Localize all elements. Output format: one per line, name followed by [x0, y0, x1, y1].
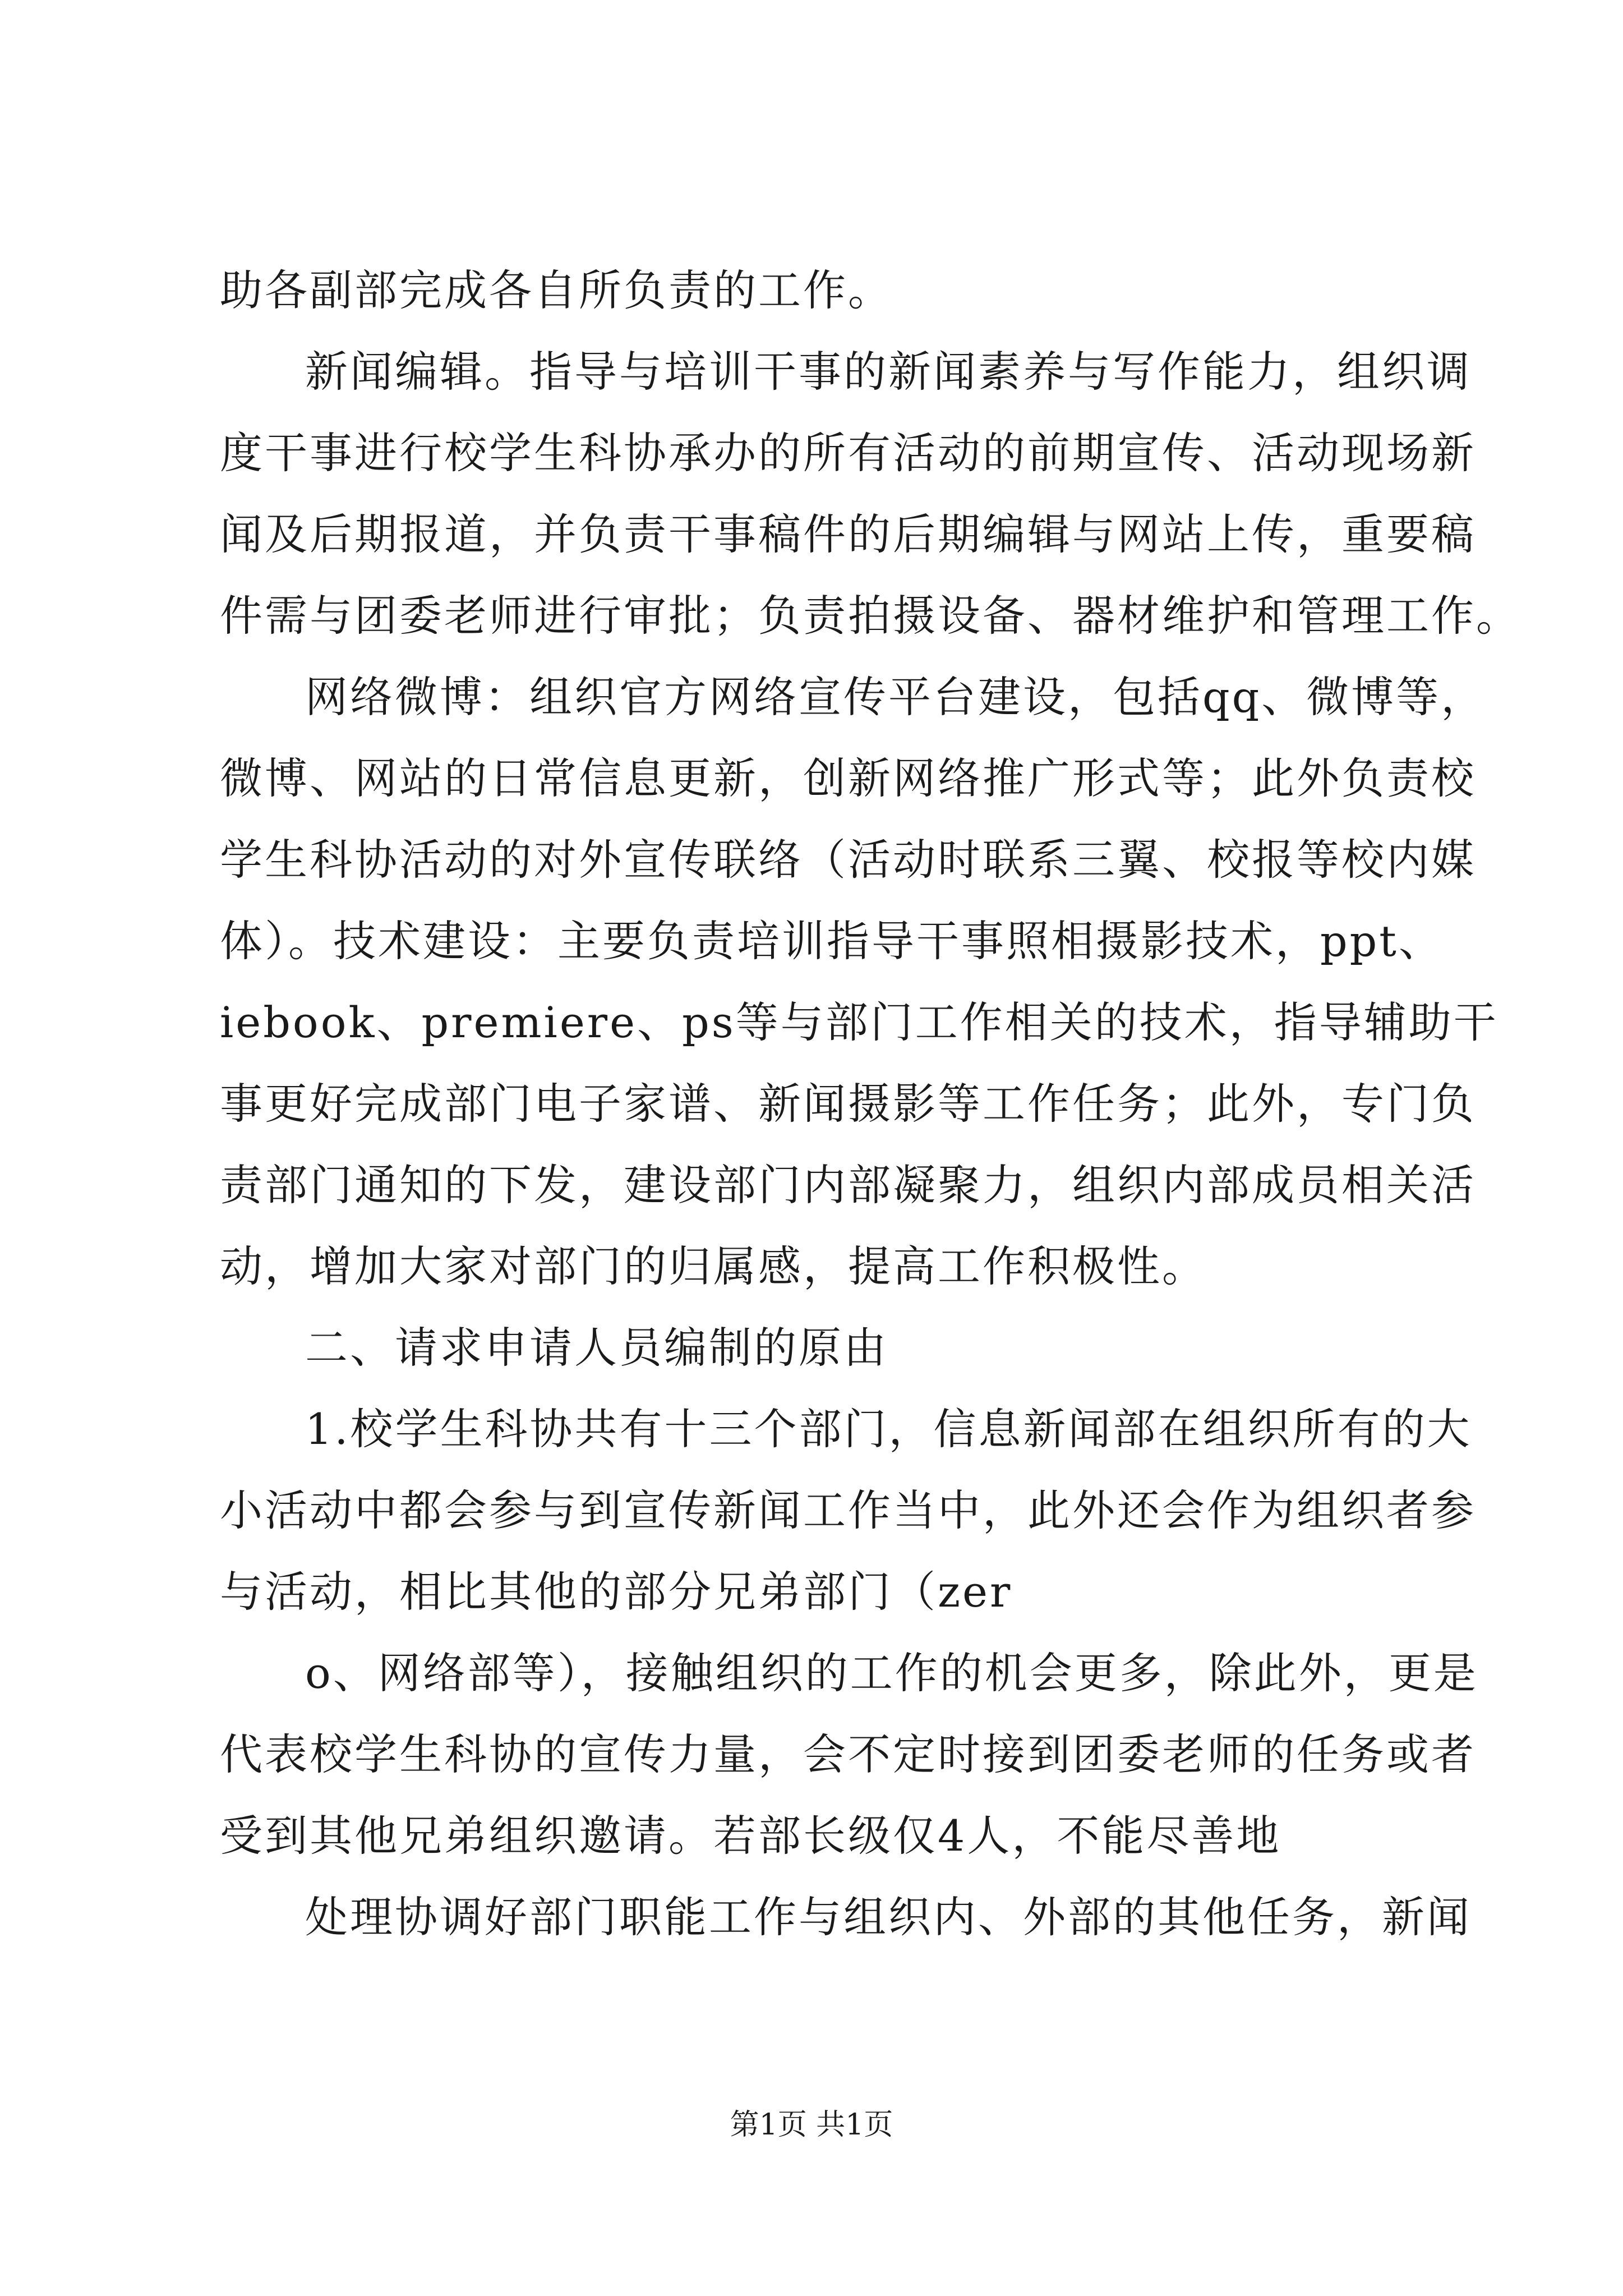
text-line: o、网络部等），接触组织的工作的机会更多，除此外，更是	[305, 1648, 1478, 1698]
text-line: 代表校学生科协的宣传力量，会不定时接到团委老师的任务或者	[220, 1729, 1476, 1779]
text-line: 二、请求申请人员编制的原由	[305, 1323, 888, 1373]
text-line: 网络微博：组织官方网络宣传平台建设，包括qq、微博等，	[305, 672, 1486, 722]
document-body	[220, 250, 1521, 1958]
text-line: 微博、网站的日常信息更新，创新网络推广形式等；此外负责校	[220, 753, 1476, 803]
text-line: iebook、premiere、ps等与部门工作相关的技术，指导辅助干	[220, 997, 1498, 1047]
text-line: 体）。技术建设：主要负责培训指导干事照相摄影技术，ppt、	[220, 916, 1444, 966]
text-line: 小活动中都会参与到宣传新闻工作当中，此外还会作为组织者参	[220, 1485, 1476, 1535]
text-line: 处理协调好部门职能工作与组织内、外部的其他任务，新闻	[305, 1892, 1472, 1942]
text-line: 闻及后期报道，并负责干事稿件的后期编辑与网站上传，重要稿	[220, 509, 1476, 559]
text-line: 新闻编辑。指导与培训干事的新闻素养与写作能力，组织调	[305, 347, 1472, 397]
text-line: 助各副部完成各自所负责的工作。	[220, 265, 893, 315]
text-line: 学生科协活动的对外宣传联络（活动时联系三翼、校报等校内媒	[220, 835, 1476, 885]
text-line: 度干事进行校学生科协承办的所有活动的前期宣传、活动现场新	[220, 428, 1476, 478]
text-line: 受到其他兄弟组织邀请。若部长级仅4人，不能尽善地	[220, 1811, 1281, 1861]
text-line: 与活动，相比其他的部分兄弟部门（zer	[220, 1567, 1013, 1617]
text-line: 1.校学生科协共有十三个部门，信息新闻部在组织所有的大	[305, 1404, 1472, 1454]
text-line: 事更好完成部门电子家谱、新闻摄影等工作任务；此外，专门负	[220, 1079, 1476, 1129]
text-line: 责部门通知的下发，建设部门内部凝聚力，组织内部成员相关活	[220, 1160, 1476, 1210]
page-footer: 第1页 共1页	[730, 2108, 893, 2142]
text-line: 件需与团委老师进行审批；负责拍摄设备、器材维护和管理工作。	[220, 591, 1521, 641]
text-line: 动，增加大家对部门的归属感，提高工作积极性。	[220, 1241, 1207, 1291]
